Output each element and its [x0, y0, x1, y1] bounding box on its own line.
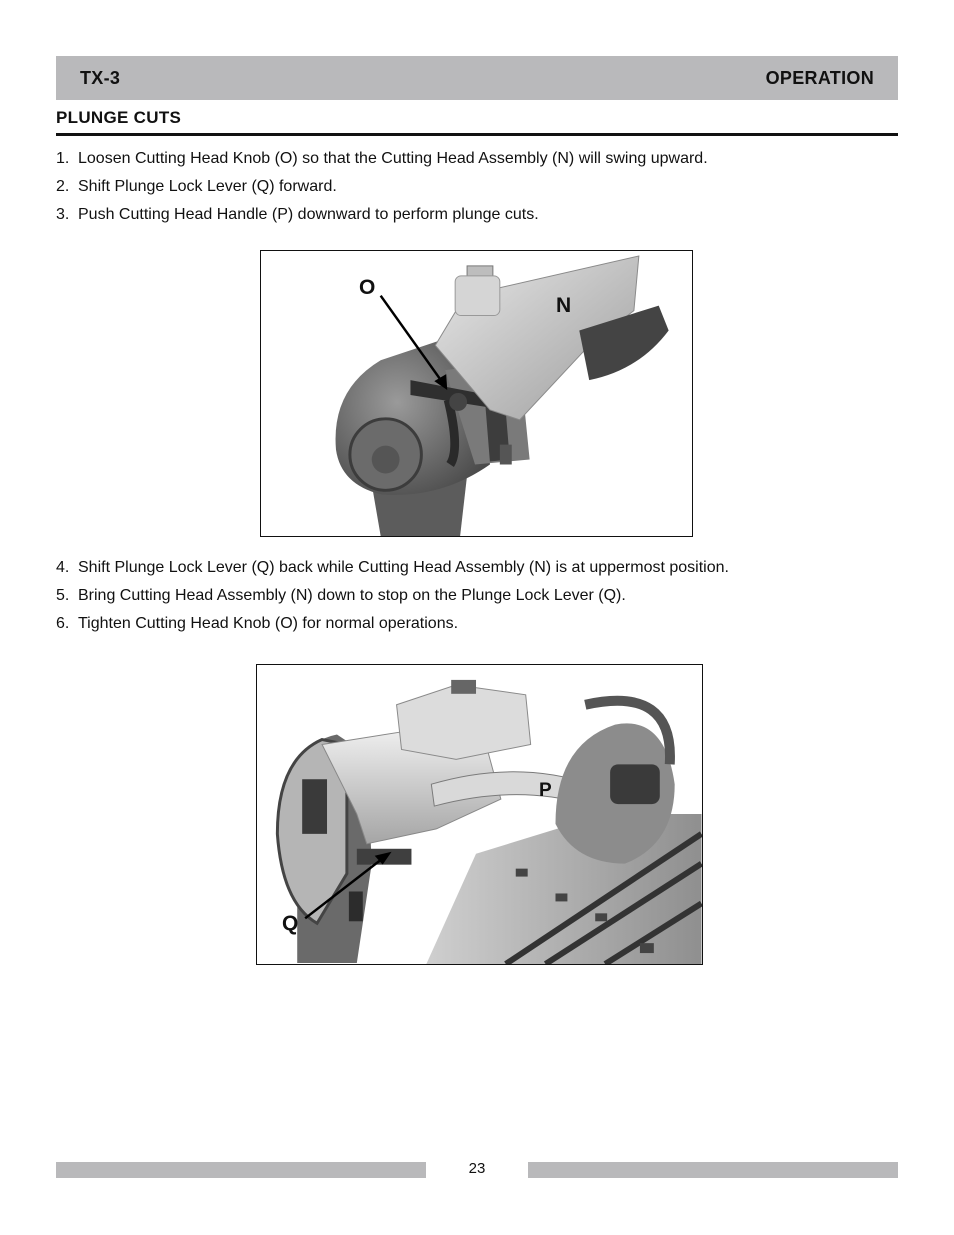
step-number: 3. [56, 206, 70, 223]
section-label: OPERATION [765, 67, 874, 88]
step-item [56, 554, 729, 582]
header-bar [56, 56, 898, 100]
step-text: Bring Cutting Head Assembly (N) down to stop on the Plunge Lock Lever (Q). [78, 587, 626, 604]
step-number: 4. [56, 559, 70, 576]
step-item [56, 610, 729, 638]
step-item [56, 173, 708, 201]
step-text: Shift Plunge Lock Lever (Q) forward. [78, 178, 337, 195]
callout-n: N [556, 294, 572, 317]
footer-bar-right [528, 1162, 898, 1178]
section-title: PLUNGE CUTS [56, 108, 182, 127]
footer-bar-left [56, 1162, 426, 1178]
model-label: TX-3 [80, 67, 121, 88]
step-list-a [56, 145, 708, 229]
page-number: 23 [468, 1160, 486, 1177]
figure-plunge-lever [256, 664, 703, 965]
callout-p: P [539, 780, 552, 801]
step-list-b [56, 554, 729, 638]
step-number: 2. [56, 178, 70, 195]
callout-q: Q [282, 912, 299, 935]
step-text: Push Cutting Head Handle (P) downward to perform plunge cuts. [78, 206, 539, 223]
step-text: Tighten Cutting Head Knob (O) for normal operations. [78, 615, 459, 632]
title-rule [56, 133, 898, 136]
step-number: 1. [56, 150, 70, 167]
figure-cutting-head [260, 250, 693, 537]
step-text: Shift Plunge Lock Lever (Q) back while Cutting Head Assembly (N) is at uppermost position. [78, 559, 729, 576]
step-number: 6. [56, 615, 70, 632]
step-text: Loosen Cutting Head Knob (O) so that the Cutting Head Assembly (N) will swing upward. [78, 150, 708, 167]
callout-o: O [359, 276, 376, 299]
step-number: 5. [56, 587, 70, 604]
step-item [56, 582, 729, 610]
step-item [56, 201, 708, 229]
step-item [56, 145, 708, 173]
